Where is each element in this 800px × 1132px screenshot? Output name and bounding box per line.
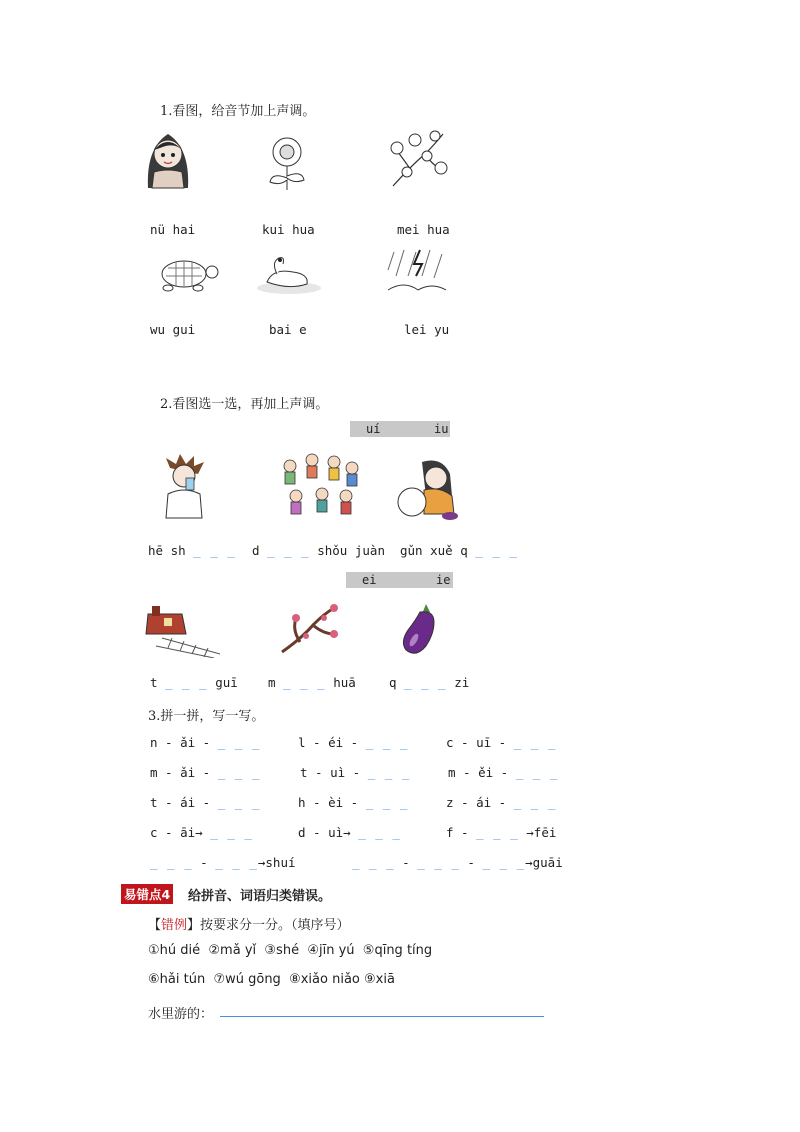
choice-bar — [350, 421, 450, 437]
spell-item — [446, 825, 556, 840]
fill-item-suffix: shǒu juàn — [317, 543, 385, 558]
answer-blank[interactable]: _ _ _ — [210, 825, 253, 840]
dash: - — [467, 855, 475, 870]
word-list-row — [148, 972, 395, 987]
train-icon — [142, 600, 222, 658]
turtle-icon — [150, 254, 222, 294]
answer-blank[interactable]: _ _ _ — [352, 855, 395, 870]
answer-line[interactable] — [220, 1016, 544, 1017]
fill-item-prefix: m — [268, 675, 276, 690]
girl-icon — [140, 128, 196, 190]
spell-parts: n - ǎi - — [150, 735, 218, 750]
fill-item — [148, 543, 236, 558]
fill-item-prefix: t — [150, 675, 158, 690]
spell-item — [150, 795, 260, 810]
pinyin-label: kui hua — [262, 222, 315, 237]
spell-item — [298, 795, 408, 810]
choice-option: uí — [366, 422, 381, 436]
answer-blank[interactable]: _ _ _ — [365, 735, 409, 750]
answer-blank[interactable]: _ _ _ — [367, 765, 411, 780]
pinyin-label: lei yu — [404, 322, 450, 337]
spell-item — [352, 855, 563, 870]
pinyin-label: wu gui — [150, 322, 196, 337]
spell-item — [446, 735, 556, 750]
fill-item-prefix: gǔn xuě q — [400, 543, 468, 558]
answer-blank[interactable]: _ _ _ — [515, 765, 559, 780]
plum-blossom-icon — [385, 126, 449, 192]
spell-item — [150, 735, 260, 750]
plum-branch-icon — [278, 604, 338, 656]
word-item: ⑨xiā — [364, 972, 395, 987]
fill-item-suffix: guī — [215, 675, 238, 690]
bracket: 】 — [187, 918, 201, 933]
answer-blank[interactable]: _ _ _ — [165, 675, 208, 690]
error-point-tag: 易错点4 — [121, 884, 173, 904]
spell-parts: l - éi - — [298, 735, 366, 750]
spell-item — [298, 735, 408, 750]
fill-item-suffix: huā — [333, 675, 356, 690]
answer-blank[interactable]: _ _ _ — [365, 795, 409, 810]
answer-blank[interactable]: _ _ _ — [215, 855, 258, 870]
word-item: ①hú dié — [148, 943, 201, 958]
pinyin-label: mei hua — [397, 222, 450, 237]
answer-blank[interactable]: _ _ _ — [217, 735, 261, 750]
example-text: 按要求分一分。（填序号） — [200, 918, 350, 933]
spell-item — [446, 795, 556, 810]
answer-blank[interactable]: _ _ _ — [150, 855, 193, 870]
spell-parts: f - — [446, 825, 477, 840]
boy-drinking-icon — [160, 454, 208, 520]
word-item: ②mǎ yǐ — [208, 943, 257, 958]
bracket: 【 — [148, 918, 162, 933]
answer-blank[interactable]: _ _ _ — [283, 675, 326, 690]
answer-blank[interactable]: _ _ _ — [482, 855, 526, 870]
spell-parts: m - ǎi - — [150, 765, 218, 780]
answer-blank[interactable]: _ _ _ — [475, 543, 518, 558]
choice-option: ei — [362, 573, 377, 587]
pinyin-label: nü hai — [150, 222, 196, 237]
answer-blank[interactable]: _ _ _ — [267, 543, 310, 558]
fill-item-prefix: q — [389, 675, 397, 690]
pinyin-label: bai e — [269, 322, 307, 337]
fill-item — [400, 543, 518, 558]
spell-result: →guāi — [525, 855, 563, 870]
spell-parts: d - uì→ — [298, 825, 351, 840]
word-item: ⑥hǎi tún — [148, 972, 206, 987]
section1-title: 1.看图，给音节加上声调。 — [160, 104, 316, 119]
spell-parts: m - ěi - — [448, 765, 516, 780]
word-item: ⑦wú gōng — [213, 972, 281, 987]
fill-item — [252, 543, 385, 558]
dash: - — [402, 855, 410, 870]
spell-parts: t - uì - — [300, 765, 368, 780]
choice-option: iu — [434, 422, 449, 436]
section2-title: 2.看图选一选，再加上声调。 — [160, 397, 329, 412]
answer-label: 水里游的： — [148, 1007, 214, 1022]
dash: - — [200, 855, 208, 870]
thunderstorm-icon — [384, 246, 450, 298]
eggplant-icon — [398, 600, 442, 658]
answer-blank[interactable]: _ _ _ — [417, 855, 460, 870]
answer-blank[interactable]: _ _ _ — [217, 765, 261, 780]
example-line — [148, 914, 350, 933]
fill-item — [389, 675, 469, 690]
word-list-row — [148, 943, 432, 958]
spell-item — [448, 765, 558, 780]
spell-parts: z - ái - — [446, 795, 514, 810]
word-item: ⑧xiǎo niǎo — [289, 972, 360, 987]
fill-item-prefix: d — [252, 543, 260, 558]
choice-bar — [346, 572, 453, 588]
answer-blank[interactable]: _ _ _ — [193, 543, 236, 558]
answer-blank[interactable]: _ _ _ — [513, 795, 557, 810]
choice-option: ie — [436, 573, 451, 587]
girl-snowball-icon — [396, 456, 462, 520]
answer-blank[interactable]: _ _ _ — [476, 825, 519, 840]
section4-title: 给拼音、词语归类错误。 — [188, 889, 332, 904]
fill-item — [268, 675, 356, 690]
word-item: ⑤qīng tíng — [362, 943, 433, 958]
spell-item — [150, 765, 260, 780]
fill-item-suffix: zi — [454, 675, 470, 690]
word-item: ③shé — [264, 943, 300, 958]
spell-parts: c - āi→ — [150, 825, 203, 840]
word-item: ④jīn yú — [307, 943, 355, 958]
example-label: 错例 — [161, 918, 188, 933]
spell-item — [150, 855, 296, 870]
spell-item — [298, 825, 401, 840]
spell-result: →fēi — [526, 825, 557, 840]
sunflower-icon — [262, 132, 312, 194]
swan-icon — [253, 252, 323, 296]
spell-item — [150, 825, 253, 840]
fill-item — [150, 675, 238, 690]
answer-blank[interactable]: _ _ _ — [513, 735, 557, 750]
spell-item — [300, 765, 410, 780]
spell-parts: t - ái - — [150, 795, 218, 810]
answer-blank[interactable]: _ _ _ — [358, 825, 401, 840]
fill-item-prefix: hē sh — [148, 543, 186, 558]
children-playing-icon — [276, 450, 364, 520]
answer-blank[interactable]: _ _ _ — [217, 795, 261, 810]
answer-blank[interactable]: _ _ _ — [404, 675, 447, 690]
spell-parts: h - èi - — [298, 795, 366, 810]
spell-result: →shuí — [257, 855, 296, 870]
section3-title: 3.拼一拼，写一写。 — [148, 709, 265, 724]
spell-parts: c - uī - — [446, 735, 514, 750]
